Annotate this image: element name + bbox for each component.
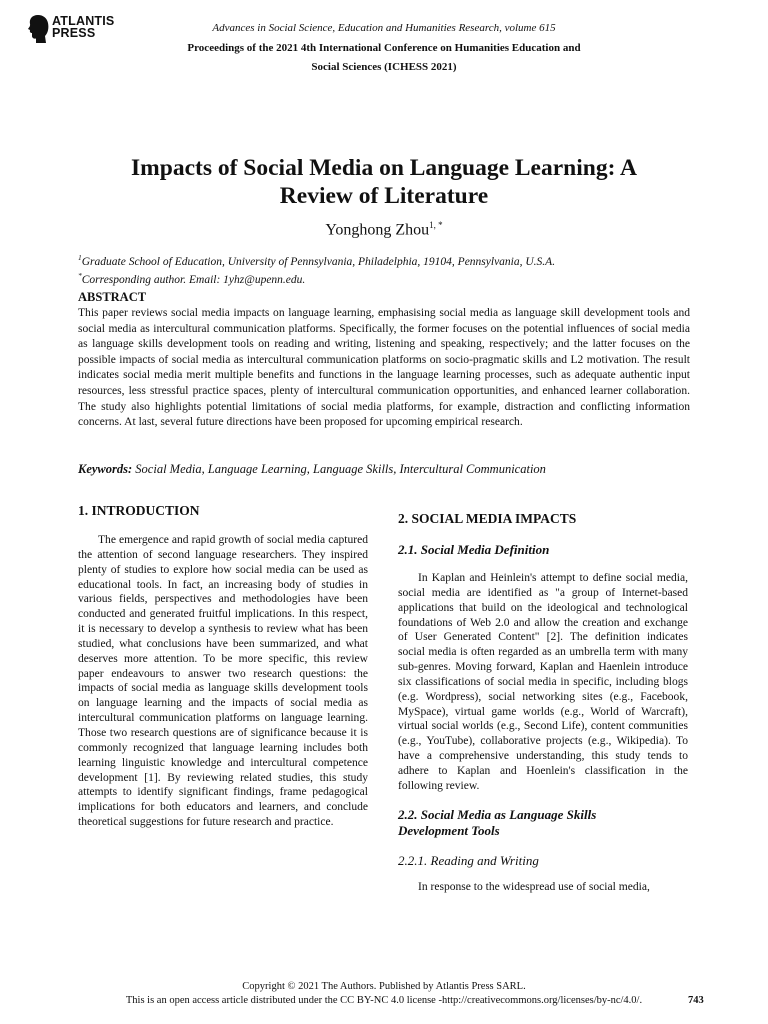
- right-column: [398, 511, 688, 895]
- abstract-heading: ABSTRACT: [78, 290, 147, 304]
- footer-copyright: Copyright © 2021 The Authors. Published by Atlantis Press SARL.: [242, 981, 526, 992]
- publisher-logo-line1: ATLANTIS: [52, 14, 115, 28]
- corresponding-line: [78, 269, 698, 287]
- page-number: 743: [688, 995, 704, 1006]
- section-heading-impacts: 2. SOCIAL MEDIA IMPACTS: [398, 511, 577, 526]
- author-line: [60, 215, 708, 240]
- introduction-text: The emergence and rapid growth of social media captured the attention of second language researchers. They inspired plenty of studies to explore how social media can be used as educational tools. In fact, an increasing body of studies in various fields, perspectives and methodologies have been conducted and generated fruitful implications. In this respect, it is necessary to develop a synthesis to review what has been studied, what conclusions have been summarized, and what deserves more attention. To be more specific, this review paper endeavours to answer two research questions: the impacts of social media as language skills development tools on language learning and the impacts of social media as intercultural communication platforms on language learning. Those two research questions are of significance because it is commonly recognized that language learning includes both learning linguistic knowledge and intercultural competence development [1]. By reviewing related studies, this study attempts to identify significant findings, frame pedagogical implications for both educators and learners, and conclude theoretical suggestions for future research and practice.: [78, 534, 368, 829]
- proceedings-line2: Social Sciences (ICHESS 2021): [311, 61, 457, 73]
- affiliation-mark: 1: [78, 253, 82, 262]
- subsection-heading-definition: 2.1. Social Media Definition: [398, 542, 550, 557]
- author-name: Yonghong Zhou: [325, 221, 430, 239]
- paper-title-line2: Review of Literature: [279, 183, 489, 209]
- subsection-heading-tools: [398, 807, 688, 839]
- affiliation-text: Graduate School of Education, University of Pennsylvania, Philadelphia, 19104, Pennsylvania, U.S.A.: [81, 255, 556, 268]
- subsubsection-heading-reading: 2.2.1. Reading and Writing: [398, 852, 539, 868]
- journal-header: Advances in Social Science, Education and Humanities Research, volume 615: [212, 22, 556, 34]
- publisher-logo-icon: [26, 14, 50, 44]
- keywords-label: Keywords:: [78, 462, 133, 476]
- proceedings-line1: Proceedings of the 2021 4th International Conference on Humanities Education and: [187, 42, 581, 54]
- proceedings-header: [100, 39, 668, 77]
- footer-license: This is an open access article distributed under the CC BY-NC 4.0 license -http://creativecommons.org/licenses/by-nc/4.0/.: [125, 995, 643, 1006]
- corresponding-mark: *: [78, 270, 82, 280]
- definition-text: In Kaplan and Heinlein's attempt to define social media, social media are identified as "a group of Internet-based applications that build on the ideological and technological foundations of Web 2.0 and allow the creation and exchange of User Generated Content" [2]. The definition indicates social media is often regarded as an umbrella term with many sub-genres. Moving forward, Kaplan and Haenlein introduce six classifications of social media in specific, including blogs (e.g. Wordpress), social networking sites (e.g., Facebook, MySpace), virtual game worlds (e.g., World of Warcraft), virtual social worlds (e.g., Second Life), content communities (e.g., YouTube), collaborative projects (e.g., Wikipedia). To have a comprehensive understanding, this study tends to adhere to Kaplan and Hoenlein's classification in the following review.: [398, 572, 688, 792]
- author-marks: 1, *: [429, 220, 443, 230]
- keywords-value: Social Media, Language Learning, Language Skills, Intercultural Communication: [135, 462, 546, 476]
- paper-title: [60, 154, 708, 210]
- left-column: [78, 503, 368, 830]
- paper-title-line1: Impacts of Social Media on Language Learning: A: [131, 155, 637, 181]
- publisher-logo-line2: PRESS: [52, 26, 96, 40]
- keywords: [78, 461, 698, 477]
- affiliation-line: [78, 251, 698, 269]
- affiliations: [78, 251, 698, 287]
- section-heading-introduction: 1. INTRODUCTION: [78, 503, 200, 518]
- reading-text: In response to the widespread use of social media,: [418, 880, 650, 893]
- abstract-text: This paper reviews social media impacts on language learning, emphasising social media as language skill development tools and social media as intercultural communication platforms. Specifically, the former focuses on the potential influences of social media as language skills development tools on reading and writing, listening and speaking, respectively; and the latter focuses on the possible impacts of social media as intercultural communication platforms on socio-pragmatic skills and L2 motivation. The result indicates social media merit multiple benefits and functions in the language learning processes, such as adequate authentic input resources, less stressful practice spaces, plenty of intercultural communication opportunities, and enhanced learner collaboration. The study also highlights potential limitations of social media platforms, for example, distraction and conflicting information concerns. At last, several future directions have been proposed for upcoming empirical research.: [78, 307, 690, 429]
- tools-heading-line2: Development Tools: [398, 822, 500, 838]
- tools-heading-line1: 2.2. Social Media as Language Skills: [398, 806, 597, 822]
- corresponding-text: Corresponding author. Email: 1yhz@upenn.edu.: [81, 273, 306, 286]
